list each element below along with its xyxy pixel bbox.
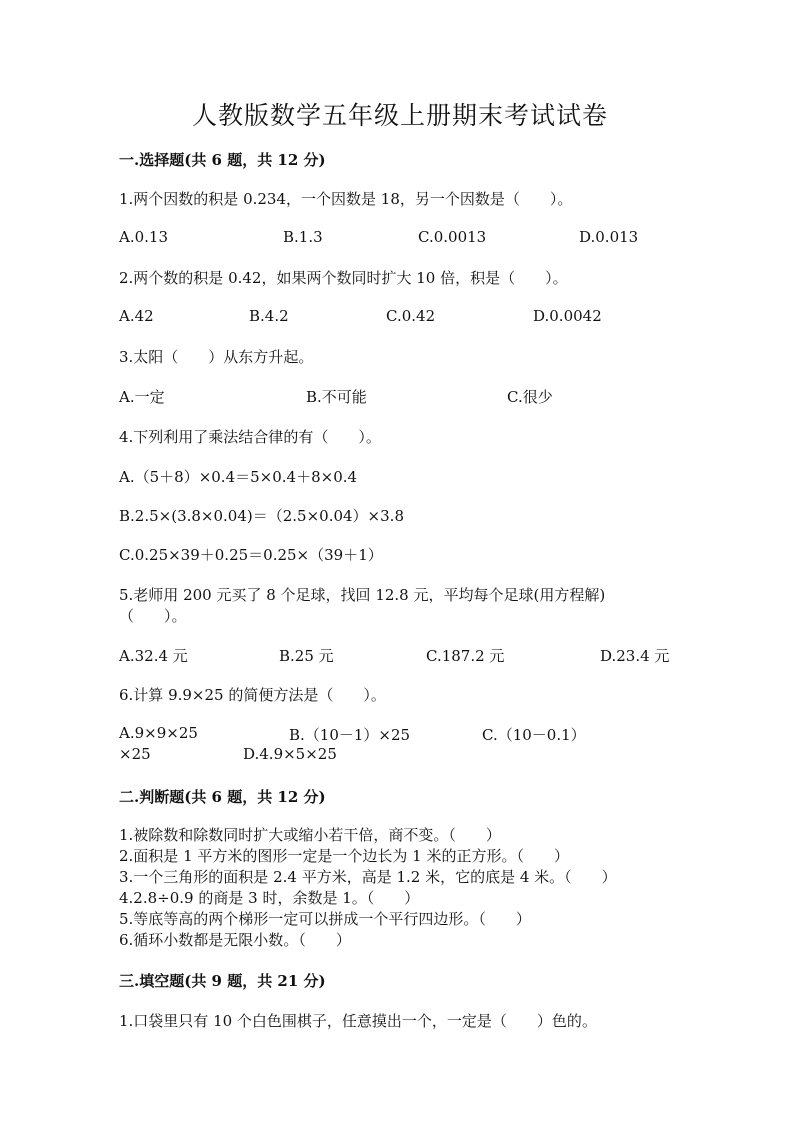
question-1-option-a: A.0.13 — [119, 228, 168, 246]
question-1-option-c: C.0.0013 — [418, 228, 487, 246]
question-3-option-c: C.很少 — [507, 388, 553, 406]
question-6-option-d: D.4.9×5×25 — [243, 745, 337, 763]
judge-item-3: 3.一个三角形的面积是 2.4 平方米，高是 1.2 米，它的底是 4 米。（ ） — [119, 868, 617, 886]
question-2-stem: 2.两个数的积是 0.42，如果两个数同时扩大 10 倍，积是（ ）。 — [119, 269, 568, 287]
question-5-option-c: C.187.2 元 — [426, 647, 505, 665]
judge-item-1: 1.被除数和除数同时扩大或缩小若干倍，商不变。（ ） — [119, 826, 501, 844]
question-4-stem: 4.下列利用了乘法结合律的有（ ）。 — [119, 428, 381, 446]
question-2-option-d: D.0.0042 — [533, 307, 602, 325]
question-6-option-c: C.（10－0.1） — [482, 726, 586, 744]
question-6-option-a: A.9×9×25 — [119, 724, 198, 742]
question-1-option-b: B.1.3 — [283, 228, 323, 246]
question-5-option-d: D.23.4 元 — [600, 647, 670, 665]
question-4-option-b: B.2.5×(3.8×0.04)＝（2.5×0.04）×3.8 — [119, 507, 404, 525]
question-1-stem: 1.两个因数的积是 0.234，一个因数是 18，另一个因数是（ ）。 — [119, 190, 573, 208]
question-6-option-b: B.（10－1）×25 — [289, 726, 411, 744]
judge-item-4: 4.2.8÷0.9 的商是 3 时，余数是 1。（ ） — [119, 889, 420, 907]
section-heading-judge: 二.判断题(共 6 题，共 12 分) — [119, 788, 326, 806]
question-3-stem: 3.太阳（ ）从东方升起。 — [119, 348, 314, 366]
question-3-option-b: B.不可能 — [306, 388, 367, 406]
question-2-option-b: B.4.2 — [249, 307, 289, 325]
judge-item-2: 2.面积是 1 平方米的图形一定是一个边长为 1 米的正方形。（ ） — [119, 847, 569, 865]
section-heading-fill: 三.填空题(共 9 题，共 21 分) — [119, 972, 326, 990]
judge-item-6: 6.循环小数都是无限小数。（ ） — [119, 931, 351, 949]
page-title: 人教版数学五年级上册期末考试试卷 — [191, 101, 608, 130]
question-2-option-c: C.0.42 — [386, 307, 436, 325]
question-6-stem: 6.计算 9.9×25 的简便方法是（ ）。 — [119, 686, 386, 704]
question-5-option-b: B.25 元 — [279, 647, 334, 665]
question-5-option-a: A.32.4 元 — [119, 647, 188, 665]
fill-question-1: 1.口袋里只有 10 个白色围棋子，任意摸出一个，一定是（ ）色的。 — [119, 1012, 597, 1030]
question-4-option-c: C.0.25×39＋0.25＝0.25×（39＋1） — [119, 546, 383, 564]
section-heading-choice: 一.选择题(共 6 题，共 12 分) — [119, 151, 326, 169]
question-1-option-d: D.0.013 — [579, 228, 639, 246]
question-4-option-a: A.（5＋8）×0.4＝5×0.4＋8×0.4 — [119, 468, 358, 486]
question-2-option-a: A.42 — [119, 307, 154, 325]
question-5-stem-continued: （ ）。 — [119, 607, 187, 625]
question-5-stem: 5.老师用 200 元买了 8 个足球，找回 12.8 元，平均每个足球(用方程解) — [119, 586, 606, 604]
question-6-option-c-continued: ×25 — [119, 745, 151, 763]
question-3-option-a: A.一定 — [119, 388, 165, 406]
judge-item-5: 5.等底等高的两个梯形一定可以拼成一个平行四边形。（ ） — [119, 910, 531, 928]
